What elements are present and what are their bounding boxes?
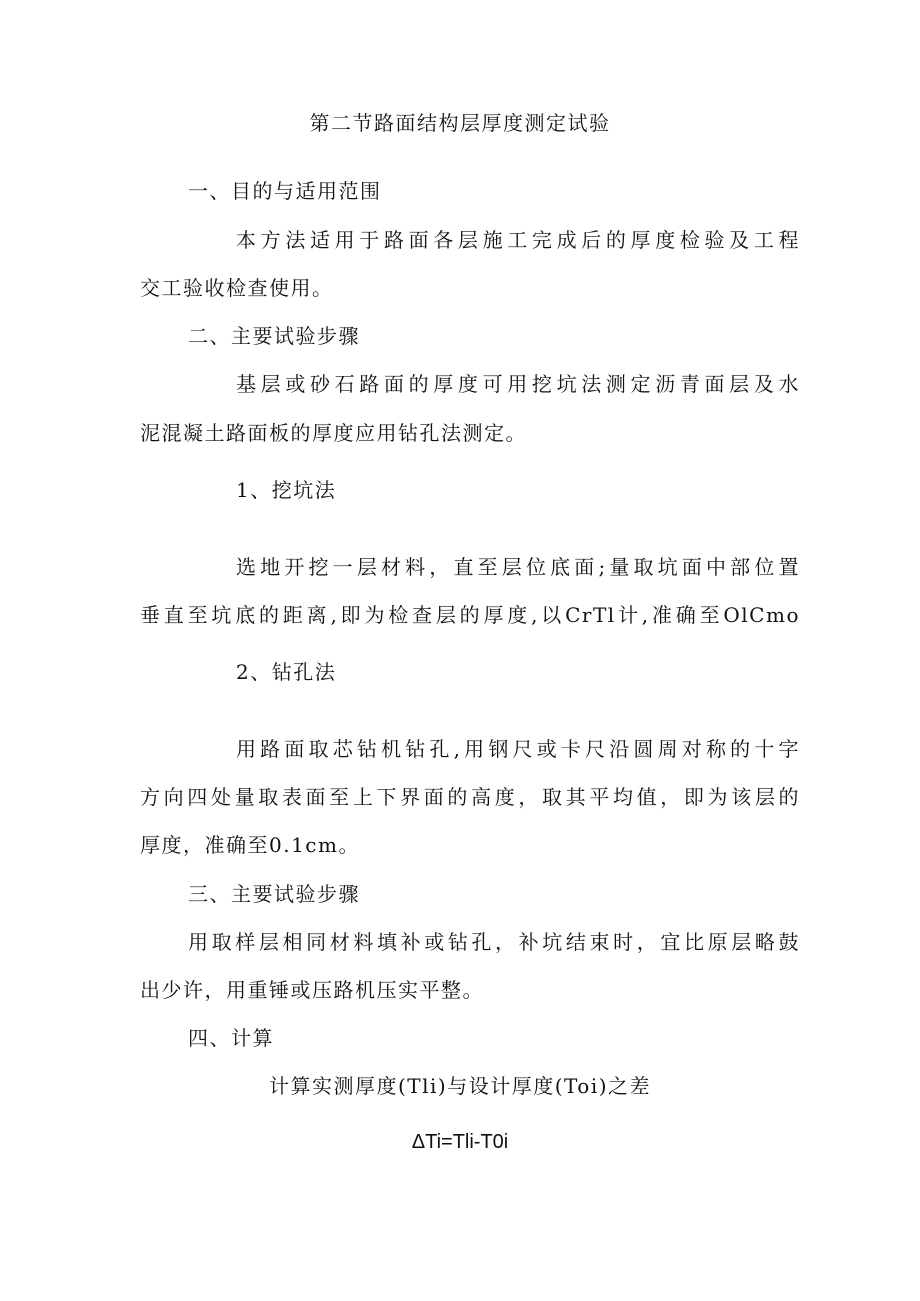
section-2-heading: 二、主要试验步骤 — [188, 324, 360, 348]
page-title: 第二节路面结构层厚度测定试验 — [309, 111, 611, 135]
section-1-paragraph-line-2: 交工验收检查使用。 — [140, 276, 334, 300]
section-3-paragraph-line-2: 出少许，用重锤或压路机压实平整。 — [140, 978, 484, 1002]
subsection-1-line-2: 垂直至坑底的距离,即为检查层的厚度,以CrTl计,准确至OlCmo — [140, 603, 800, 627]
section-3-paragraph-line-1: 用取样层相同材料填补或钻孔，补坑结束时，宜比原层略鼓 — [188, 930, 800, 954]
subsection-2-line-1: 用路面取芯钻机钻孔,用钢尺或卡尺沿圆周对称的十字 — [236, 737, 800, 761]
subsection-2-line-2: 方向四处量取表面至上下界面的高度，取其平均值，即为该层的 — [140, 785, 800, 809]
subsection-2-heading: 2、钻孔法 — [236, 660, 337, 684]
section-1-heading: 一、目的与适用范围 — [188, 179, 382, 203]
section-4-heading: 四、计算 — [188, 1026, 274, 1050]
section-2-paragraph-line-1: 基层或砂石路面的厚度可用挖坑法测定沥青面层及水 — [236, 372, 800, 396]
subsection-2-line-3: 厚度，准确至0.1cm。 — [140, 833, 360, 857]
subsection-1-line-1: 选地开挖一层材料，直至层位底面;量取坑面中部位置 — [236, 555, 800, 579]
section-3-heading: 三、主要试验步骤 — [188, 882, 360, 906]
section-1-paragraph-line-1: 本方法适用于路面各层施工完成后的厚度检验及工程 — [236, 228, 800, 252]
section-2-paragraph-line-2: 泥混凝土路面板的厚度应用钻孔法测定。 — [140, 421, 527, 445]
subsection-1-heading: 1、挖坑法 — [236, 478, 337, 502]
formula: ΔTi=Tli-T0i — [411, 1131, 509, 1153]
section-4-paragraph: 计算实测厚度(Tli)与设计厚度(Toi)之差 — [268, 1074, 652, 1098]
